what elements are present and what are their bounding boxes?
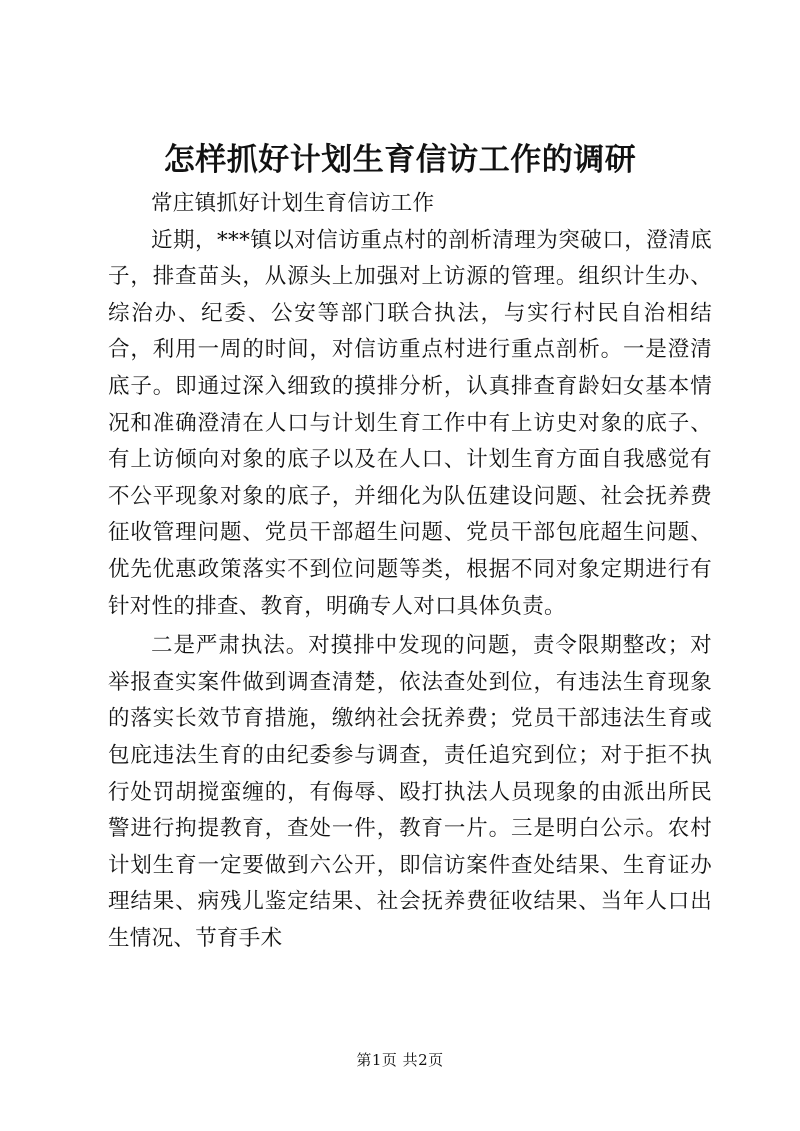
document-title: 怎样抓好计划生育信访工作的调研	[163, 142, 637, 178]
paragraph-1: 近期，***镇以对信访重点村的剖析清理为突破口，澄清底子，排查苗头，从源头上加强对上访源的管理。组织计生办、综治办、纪委、公安等部门联合执法，与实行村民自治相结合，利用一周的时间，对信访重点村进行重点剖析。一是澄清底子。即通过深入细致的摸排分析，认真排查育龄妇女基本情况和准确澄清在人口与计划生育工作中有上访史对象的底子、有上访倾向对象的底子以及在人口、计划生育方面自我感觉有不公平现象对象的底子，并细化为队伍建设问题、社会抚养费征收管理问题、党员干部超生问题、党员干部包庇超生问题、优先优惠政策落实不到位问题等类，根据不同对象定期进行有针对性的排查、教育，明确专人对口具体负责。	[108, 227, 712, 619]
document-subtitle: 常庄镇抓好计划生育信访工作	[151, 191, 435, 216]
page-footer: 第1页 共2页	[356, 1051, 444, 1069]
paragraph-2: 二是严肃执法。对摸排中发现的问题，责令限期整改；对举报查实案件做到调查清楚，依法查处到位，有违法生育现象的落实长效节育措施，缴纳社会抚养费；党员干部违法生育或包庇违法生育的由纪委参与调查，责任追究到位；对于拒不执行处罚胡搅蛮缠的，有侮辱、殴打执法人员现象的由派出所民警进行拘提教育，查处一件，教育一片。三是明白公示。农村计划生育一定要做到六公开，即信访案件查处结果、生育证办理结果、病残儿鉴定结果、社会抚养费征收结果、当年人口出生情况、节育手术	[108, 633, 712, 951]
document-body	[108, 186, 712, 957]
